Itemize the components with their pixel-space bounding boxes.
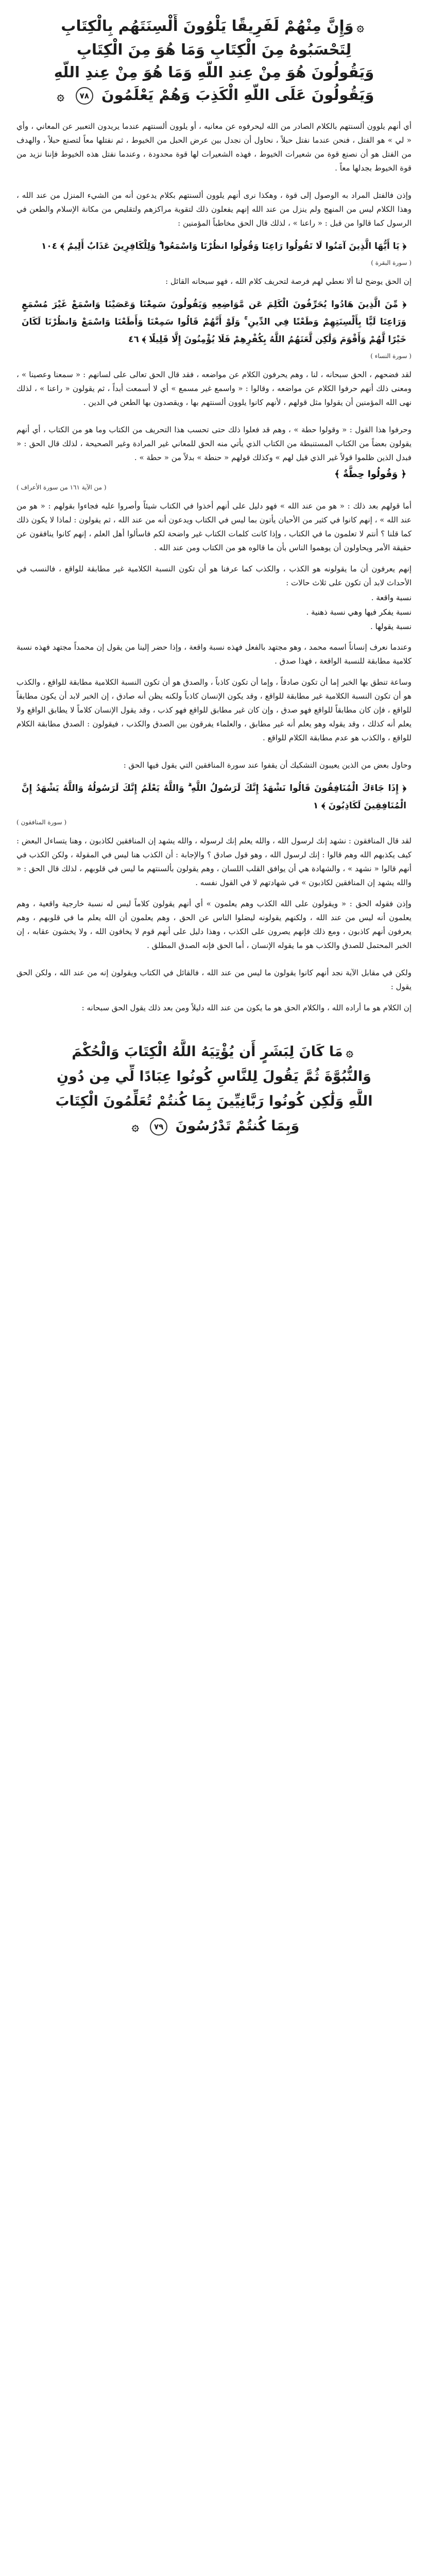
list-item: نسبة يفكر فيها وهي نسبة ذهنية .: [306, 607, 412, 617]
bottom-verse-line: وَبِمَا كُنتُمْ تَدْرُسُونَ ٧٩ ۞: [24, 1114, 404, 1139]
ornament-icon: ۞: [356, 20, 364, 34]
surah-reference: ( سورة النساء ): [370, 352, 412, 360]
paragraph: إن الحق يوضح لنا ألا نعطي لهم فرصة لتحريف كلام الله ، فهو سبحانه القائل :: [165, 277, 412, 286]
paragraph: وإذن فالفتل المراد به الوصول إلى قوة ، وهكذا نرى أنهم يلوون ألسنتهم بكلام يدعون أنه من الشيء المنزل من عند الله ، وهذا الكلام ليس من المنهج ولم ينزل من عند الله إنهم يفعلون ذلك لتقوية مراكزهم ولتقليص من مكانة الإسلام والطعن في الرسول كما قالوا من قبل : « راعنا » ، لذلك قال الحق مخاطباً المؤمنين :: [16, 191, 412, 228]
paragraph: وحرفوا هذا القول : « وقولوا حطة » ، وهم قد فعلوا ذلك حتى تحسب هذا التحريف من الكتاب وما هو من الكتاب ، أي أنهم يقولون بعضاً من الكتاب المستنبطة من الكتاب الذي يأتي منه الحق للمعاني غير المرادة وغير الصحيحة ، لذلك قال الحق : « فبدل الذين ظلموا قولاً غير الذي قيل لهم » وكذلك قولهم « حنطة » بدلاً من « حطة » .: [16, 425, 412, 462]
list-item: نسبة يقولها .: [370, 622, 412, 631]
surah-reference: ( سورة المنافقون ): [16, 819, 67, 826]
paragraph: وإذن فقوله الحق : « ويقولون على الله الكذب وهم يعلمون » أي أنهم يقولون كلاماً ليس له نسبة خارجية واقعية ، وهم يعلمون أنه ليس من عند الله ، ولكنهم يقولونه ليضلوا الناس عن الحق ، وهم يعلمون أن الله يعلم ما في قلوبهم ، وهم يعرفون أنهم كاذبون ، ومع ذلك فإنهم يصرون على الكذب ، وهذا دليل على أنهم قوم لا يخافون الله ، ولا يخشون عقابه ، إن الخبر المحتمل للصدق والكذب هو ما يقوله الإنسان ، أما الحق فإنه الصدق المطلق .: [16, 899, 412, 950]
verse-number: ٧٩: [150, 1118, 167, 1136]
verse-number: ٧٨: [76, 87, 93, 105]
ornament-icon: ۞: [346, 1045, 353, 1059]
bottom-verse-line: وَالنُّبُوَّةَ ثُمَّ يَقُولَ لِلنَّاسِ كُونُوا عِبَادًا لِّي مِن دُونِ: [57, 1069, 371, 1084]
paragraph: إن الكلام هو ما أراده الله ، والكلام الحق هو ما يكون من عند الله دليلاً ومن بعد ذلك يقول الحق سبحانه :: [81, 1003, 412, 1012]
top-verse-line: لِتَحْسَبُوهُ مِنَ الْكِتَابِ وَمَا هُوَ مِنَ الْكِتَابِ: [76, 41, 352, 58]
paragraph: لقد فضحهم ، الحق سبحانه ، لنا ، وهم يحرفون الكلام عن مواضعه ، فقد قال الحق تعالى على لسانهم : « سمعنا وعصينا » ، ومعنى ذلك أنهم حرفوا الكلام عن مواضعه ، وقالوا : « واسمع غير مسمع » أي لا أسمعت أبداً ، ثم يقولون « راعنا » ، لذلك نهى الله المؤمنين أن يقولوا مثل قولهم ، لأنهم كانوا يلوون ألسنتهم بها ، ويقصدون بها الطعن في الدين .: [16, 370, 412, 407]
quran-quote: ﴿ يَا أَيُّهَا الَّذِينَ آمَنُوا لَا تَقُولُوا رَاعِنَا وَقُولُوا انظُرْنَا وَاسْمَعُوا ۗ وَلِلْكَافِرِينَ عَذَابٌ أَلِيمٌ ﴾ ١٠٤: [41, 241, 406, 251]
paragraph: وحاول بعض من الذين يعيبون التشكيك أن يقفوا عند سورة المنافقين التي يقول فيها الحق :: [123, 760, 412, 770]
bottom-verse-block: [16, 1036, 412, 1144]
quran-quote: ﴿ مِّنَ الَّذِينَ هَادُوا يُحَرِّفُونَ الْكَلِمَ عَن مَّوَاضِعِهِ وَيَقُولُونَ سَمِعْنَا وَعَصَيْنَا وَاسْمَعْ غَيْرَ مُسْمَعٍ وَرَاعِنَا لَيًّا بِأَلْسِنَتِهِمْ وَطَعْنًا فِي الدِّينِ ۚ وَلَوْ أَنَّهُمْ قَالُوا سَمِعْنَا وَأَطَعْنَا وَاسْمَعْ وَانظُرْنَا لَكَانَ خَيْرًا لَّهُمْ وَأَقْوَمَ وَلَٰكِن لَّعَنَهُمُ اللَّهُ بِكُفْرِهِمْ فَلَا يُؤْمِنُونَ إِلَّا قَلِيلًا ﴾ ٤٦: [22, 299, 406, 345]
paragraph: وساعة تنطق بها الخبر إما أن تكون صادقاً ، وإما أن تكون كاذباً ، والصدق هو أن تكون النسبة الكلامية مطابقة للواقع ، والكذب هو أن تكون النسبة الكلامية غير مطابقة للواقع ، وقد يكون الإنسان كاذباً ولكنه يظن أنه صادق ، إن الخبر لابد أن يكون مطابقاً للواقع ، فإن كان مطابقاً للواقع فهو صدق ، وإن كان غير مطابق للواقع فهو كذب ، وقد يقول الإنسان كلاماً لا يطابق الواقع ولا يعلم أنه كذلك ، وقد يقوله وهو يعلم أنه غير مطابق ، والعلماء يفرقون بين الصدق والكذب ، فيقولون : الصدق مطابقة الكلام للواقع ، والكذب هو عدم مطابقة الكلام للواقع .: [16, 677, 412, 742]
paragraph: لقد قال المنافقون : نشهد إنك لرسول الله ، والله يعلم إنك لرسوله ، والله يشهد إن المنافقين لكاذبون ، وهنا يتساءل البعض : كيف يكذبهم الله وهم قالوا : إنك لرسول الله ، وهو قول صادق ؟ والإجابة : أن الكذب هنا ليس في المقولة ، ولكن الكذب في أنهم قالوا « نشهد » ، والشهادة هي أن يوافق القلب اللسان ، وهم يقولون بألسنتهم ما ليس في قلوبهم ، لذلك قال الحق : « والله يشهد إن المنافقين لكاذبون » في شهادتهم لا في القول نفسه .: [16, 836, 412, 887]
paragraph: أما قولهم بعد ذلك : « هو من عند الله » فهو دليل على أنهم أخذوا في الكتاب شيئاً وأصروا عليه فجاءوا بقولهم : « هو من عند الله » ، إنهم كانوا في كثير من الأحيان يأتون بما ليس في الكتاب ويدعون أنه من عند الله ، ثم يقولون : لماذا لا يكون ذلك كما قلنا ؟ أنتم لا تعلمون ما في الكتاب ، وإذا كانت كلمات الكتاب غير واضحة لكم فاسألوا أهل العلم ، إنهم كانوا ينافقون عن حقيقة الأمر ويحاولون أن يوهموا الناس بأن ما قالوه هو من الكتاب ومن عند الله .: [16, 501, 412, 552]
top-verse-line: ۞وَإِنَّ مِنْهُمْ لَفَرِيقًا يَلْوُونَ أَلْسِنَتَهُم بِالْكِتَابِ: [61, 17, 364, 35]
quran-quote: ﴿ إِذَا جَاءَكَ الْمُنَافِقُونَ قَالُوا نَشْهَدُ إِنَّكَ لَرَسُولُ اللَّهِ ۗ وَاللَّهُ يَعْلَمُ إِنَّكَ لَرَسُولُهُ وَاللَّهُ يَشْهَدُ إِنَّ الْمُنَافِقِينَ لَكَاذِبُونَ ﴾ ١: [22, 783, 406, 811]
surah-reference: ( سورة البقرة ): [371, 259, 412, 266]
top-verse-line: وَيَقُولُونَ عَلَى اللَّهِ الْكَذِبَ وَهُمْ يَعْلَمُونَ ٧٨ ۞: [57, 86, 374, 104]
bottom-verse-line: اللَّهِ وَلَٰكِن كُونُوا رَبَّانِيِّينَ بِمَا كُنتُمْ تُعَلِّمُونَ الْكِتَابَ: [55, 1093, 373, 1109]
bottom-verse-line: ۞مَا كَانَ لِبَشَرٍ أَن يُؤْتِيَهُ اللَّهُ الْكِتَابَ وَالْحُكْمَ: [72, 1044, 353, 1060]
top-verse-line: وَيَقُولُونَ هُوَ مِنْ عِندِ اللَّهِ وَمَا هُوَ مِنْ عِندِ اللَّهِ: [54, 63, 374, 81]
quran-quote: ﴿ وَقُولُوا حِطَّةٌ ﴾: [334, 469, 406, 480]
paragraph: ولكن في مقابل الآية نجد أنهم كانوا يقولون ما ليس من عند الله ، فالقائل في الكتاب ويقولون إنه من عند الله ، ولكن الحق يقول :: [16, 968, 412, 991]
list-item: نسبة واقعة .: [371, 593, 412, 602]
paragraph: إنهم يعرفون أن ما يقولونه هو الكذب ، والكذب كما عرفنا هو أن تكون النسبة الكلامية غير مطابقة للواقع ، فالنسب في الأحداث لابد أن تكون على ثلاث حالات :: [16, 564, 412, 587]
top-verse-block: [16, 10, 412, 112]
ornament-icon: ۞: [57, 89, 64, 103]
surah-reference: ( من الآية ١٦١ من سورة الأعراف ): [16, 484, 107, 491]
ornament-icon: ۞: [131, 1119, 139, 1133]
paragraph: وعندما نعرف إنساناً اسمه محمد ، وهو مجتهد بالفعل فهذه نسبة واقعة ، وإذا حضر إلينا من يقول إن محمداً مجتهد فهذه نسبة كلامية مطابقة للنسبة الواقعة ، فهذا صدق .: [16, 642, 412, 666]
paragraph: أي أنهم يلوون ألسنتهم بالكلام الصادر من الله ليحرفوه عن معانيه ، أو يلوون ألسنتهم عندما يريدون التعبير عن المعاني ، وأي « لي » هو الفتل ، فنحن عندما نفتل حبلاً ، نحاول أن نجدل بين عرض الحبل من الخيوط ، ثم نفتلها معاً لتصنع حبلاً ، والهدف من الفتل هو أن نصنع قوة من شعيرات الخيوط ، فهذه الشعيرات لها قوة محدودة ، وعندما نفتل هذه الخيوط فإننا نزيد من قوة الخيوط بجدلها معاً .: [16, 122, 412, 173]
